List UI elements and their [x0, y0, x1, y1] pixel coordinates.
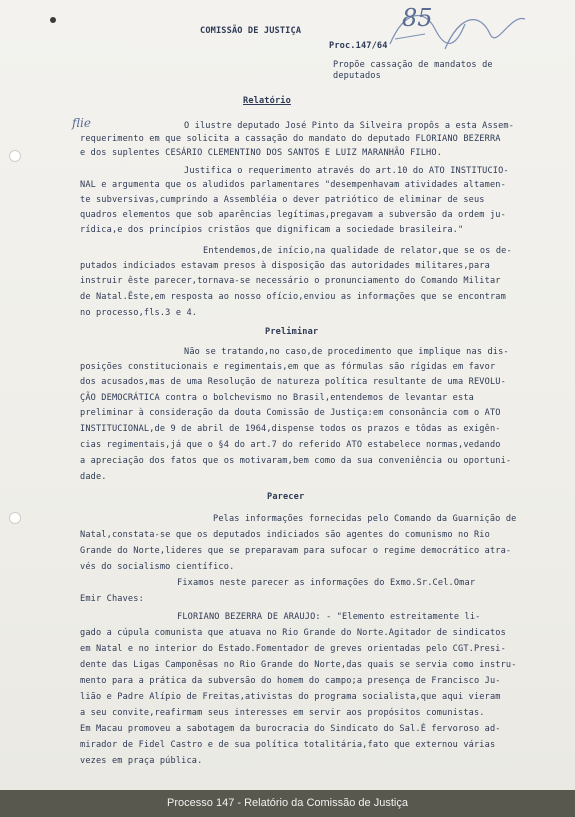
binder-hole	[9, 150, 21, 162]
body-line: Entendemos,de início,na qualidade de relator,que se os de-	[203, 246, 512, 256]
body-line: vezes em praça pública.	[80, 756, 203, 766]
body-line: Não se tratando,no caso,de procedimento que implique nas dis-	[184, 347, 509, 357]
body-line: e dos suplentes CESÁRIO CLEMENTINO DOS SANTOS E LUIZ MARANHÃO FILHO.	[80, 148, 443, 158]
body-line: cias regimentais,já que o §4 do art.7 do referido ATO estabelece normas,vedando	[80, 440, 501, 450]
body-line: Emir Chaves:	[80, 594, 144, 604]
body-line: Fixamos neste parecer as informações do Exmo.Sr.Cel.Omar	[177, 578, 476, 588]
section-relatorio: Relatório	[243, 96, 291, 106]
body-line: de Natal.Êste,em resposta ao nosso ofício,enviou as informações que se encontram	[80, 292, 506, 302]
body-line: dade.	[80, 472, 107, 482]
body-line: FLORIANO BEZERRA DE ARAUJO: - "Elemento estreitamente li-	[177, 612, 481, 622]
subject-line-2: deputados	[333, 71, 381, 81]
body-line: lião e Padre Alípio de Freitas,ativistas do programa socialista,que aqui vieram	[80, 692, 501, 702]
body-line: em Natal e no interior do Estado.Fomentador de greves orientadas pelo CGT.Presi-	[80, 644, 506, 654]
image-caption: Processo 147 - Relatório da Comissão de Justiça	[0, 790, 575, 817]
body-line: Em Macau promoveu a sabotagem da burocracia do Sindicato do Sal.É fervoroso ad-	[80, 724, 501, 734]
stamp-number: 85	[402, 4, 433, 32]
body-line: te subversivas,cumprindo a Assembléia o dever patriótico de eliminar de seus	[80, 195, 485, 205]
body-line: Justifica o requerimento através do art.10 do ATO INSTITUCIO-	[184, 166, 509, 176]
body-line: quadros elementos que sob aparências legítimas,pregavam a subversão da ordem ju-	[80, 210, 506, 220]
body-line: Grande do Norte,lideres que se preparavam para sufocar o regime democrático atra-	[80, 546, 512, 556]
commission-title: COMISSÃO DE JUSTIÇA	[200, 26, 302, 36]
body-line: no processo,fls.3 e 4.	[80, 308, 198, 318]
body-line: INSTITUCIONAL,de 9 de abril de 1964,dispense todos os prazos e tôdas as exigên-	[80, 424, 501, 434]
body-line: Pelas informações fornecidas pelo Comando da Guarnição de	[213, 514, 517, 524]
binder-hole	[9, 512, 21, 524]
process-number: Proc.147/64	[329, 41, 388, 51]
body-line: Natal,constata-se que os deputados indiciados são agentes do comunismo no Rio	[80, 530, 490, 540]
ink-dot	[50, 17, 56, 23]
body-line: a seu convite,reafirmam seus interesses em servir aos propósitos comunistas.	[80, 708, 485, 718]
body-line: vés do socialismo científico.	[80, 562, 235, 572]
section-parecer: Parecer	[267, 492, 305, 502]
body-line: posições constitucionais e regimentais,em que as fórmulas são rígidas em favor	[80, 362, 496, 372]
body-line: NAL e argumenta que os aludidos parlamentares "desempenhavam atividades altamen-	[80, 180, 506, 190]
subject-line-1: Propõe cassação de mandatos de	[333, 60, 493, 70]
body-line: a apreciação dos fatos que os motivaram,bem como da sua conveniência ou oportuni-	[80, 456, 512, 466]
body-line: instruir êste parecer,tornava-se necessário o pronunciamento do Comando Militar	[80, 276, 501, 286]
body-line: ÇÃO DEMOCRÁTICA contra o bolchevismo no Brasil,entendemos de levantar esta	[80, 393, 474, 403]
margin-note: flie	[72, 116, 91, 130]
body-line: mento para a prática da subversão do homem do campo;a presença de Francisco Ju-	[80, 676, 501, 686]
body-line: gado a cúpula comunista que atuava no Rio Grande do Norte.Agitador de sindicatos	[80, 628, 506, 638]
body-line: dos acusados,mas de uma Resolução de natureza política resultante de uma REVOLU-	[80, 377, 506, 387]
body-line: O ilustre deputado José Pinto da Silveira propôs a esta Assem-	[184, 121, 515, 131]
body-line: rídica,e dos princípios cristãos que dignificam a sociedade brasileira."	[80, 225, 464, 235]
section-preliminar: Preliminar	[265, 327, 319, 337]
body-line: putados indiciados estavam presos à disposição das autoridades militares,para	[80, 261, 490, 271]
body-line: requerimento em que solicita a cassação do mandato do deputado FLORIANO BEZERRA	[80, 134, 501, 144]
body-line: preliminar à consideração da douta Comissão de Justiça:em consonância com o ATO	[80, 408, 501, 418]
body-line: dente das Ligas Camponêsas no Rio Grande do Norte,das quais se servia como instru-	[80, 660, 517, 670]
body-line: mirador de Fidel Castro e de sua política totalitária,fato que externou várias	[80, 740, 496, 750]
